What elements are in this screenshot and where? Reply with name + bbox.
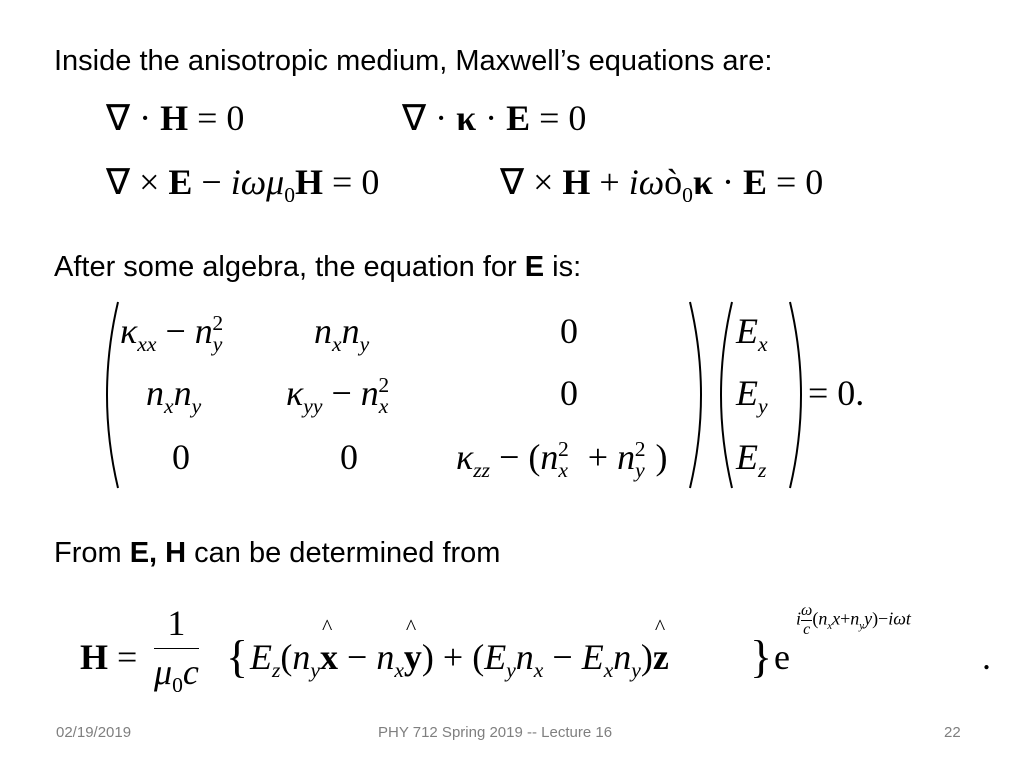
m12: $n_xn_y$: [314, 311, 370, 357]
intro-text: Inside the anisotropic medium, Maxwell’s equations are:: [54, 45, 773, 77]
from-text: From E, H can be determined from: [54, 537, 501, 569]
vec-ey: $E_y$: [736, 373, 768, 419]
m22: $\kappa_{yy} - n_x^2$: [286, 373, 390, 419]
footer-date: 02/19/2019: [56, 724, 132, 741]
m32: 0: [340, 437, 358, 477]
fraction-1-over-mu0c: $\frac{1}{\mu_0c}$: [154, 603, 199, 698]
eq-curl-e: ∇ × E − iωμ$_0$H = 0: [106, 162, 380, 208]
exponent: i $\frac{\omega}{c}$ $(n_xx+n_yy)-i\omega t$: [796, 602, 911, 638]
vec-ez: $E_z$: [736, 437, 767, 483]
m13: 0: [560, 311, 578, 351]
equals-zero: = 0.: [808, 373, 865, 413]
m21: $n_xn_y$: [146, 373, 202, 419]
h-equation: H = $\frac{1}{\mu_0c}$ { $E_z(n_y\^{}$ $x - n_x\^{}$ $y) + (E_yn_x$ − $E_xn_y)\^{}$ z } e i $\frac{\omega}{c}$ $(n_xx+n_yy)-i\omega t$ .: [80, 600, 1000, 710]
m31: 0: [172, 437, 190, 477]
m23: 0: [560, 373, 578, 413]
matrix-equation: [100, 300, 900, 490]
m33: $\kappa_{zz} - (n_x^2 + n_y^2$ ): [456, 437, 668, 483]
eq-div-kappa-e: ∇ · κ · E = 0: [402, 98, 587, 138]
eq-curl-h: ∇ × H + iωò$_0$κ · E = 0: [500, 162, 824, 208]
footer-page-number: 22: [944, 724, 961, 741]
eq-div-h: ∇ · H = 0: [106, 98, 245, 138]
vec-ex: $E_x$: [736, 311, 768, 357]
algebra-text: After some algebra, the equation for E is:: [54, 251, 582, 283]
footer-course: PHY 712 Spring 2019 -- Lecture 16: [378, 724, 613, 741]
m11: $\kappa_{xx} - n_y^2$: [120, 311, 224, 357]
